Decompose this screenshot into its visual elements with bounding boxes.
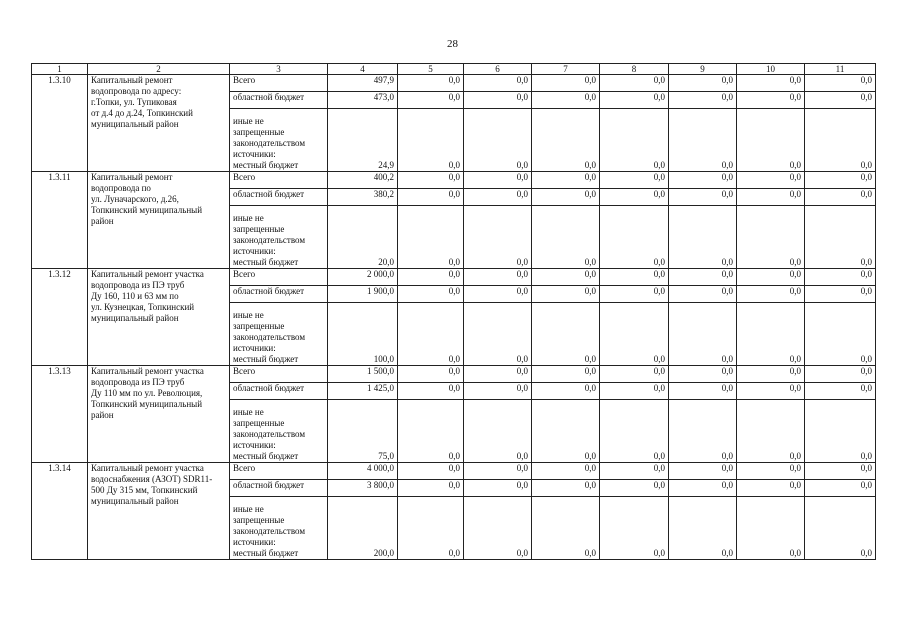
value-cell: 0,0: [600, 400, 669, 463]
table-row-line-total: [32, 366, 876, 383]
value-cell: 0,0: [600, 463, 669, 480]
column-header-row: [32, 64, 876, 75]
funding-source: иные не запрещенные законодательством источники: местный бюджет: [230, 400, 328, 463]
value-cell: 0,0: [398, 206, 464, 269]
value-cell: 0,0: [805, 497, 876, 560]
value-cell: 0,0: [600, 383, 669, 400]
value-cell: 0,0: [805, 189, 876, 206]
value-cell: 0,0: [532, 75, 600, 92]
value-cell: 0,0: [398, 463, 464, 480]
value-cell: 0,0: [398, 269, 464, 286]
value-cell: 0,0: [669, 497, 737, 560]
row-code: 1.3.13: [32, 366, 88, 463]
column-header: 11: [805, 64, 876, 75]
row-code: 1.3.11: [32, 172, 88, 269]
row-description: Капитальный ремонт участка водоснабжения (АЗОТ) SDR11- 500 Ду 315 мм, Топкинский муниципальный район: [88, 463, 230, 560]
value-cell: 0,0: [669, 206, 737, 269]
value-cell: 0,0: [464, 92, 532, 109]
value-cell: 0,0: [669, 109, 737, 172]
value-cell: 497,9: [328, 75, 398, 92]
value-cell: 0,0: [737, 206, 805, 269]
value-cell: 0,0: [464, 206, 532, 269]
funding-source: Всего: [230, 269, 328, 286]
value-cell: 0,0: [669, 286, 737, 303]
value-cell: 0,0: [600, 172, 669, 189]
table-row-line-total: [32, 75, 876, 92]
value-cell: 0,0: [805, 366, 876, 383]
value-cell: 0,0: [669, 303, 737, 366]
value-cell: 0,0: [464, 480, 532, 497]
value-cell: 75,0: [328, 400, 398, 463]
table-body: [32, 64, 876, 560]
value-cell: 0,0: [600, 497, 669, 560]
column-header: 9: [669, 64, 737, 75]
value-cell: 0,0: [669, 383, 737, 400]
value-cell: 0,0: [532, 366, 600, 383]
funding-source: Всего: [230, 172, 328, 189]
value-cell: 0,0: [805, 75, 876, 92]
value-cell: 0,0: [398, 400, 464, 463]
value-cell: 0,0: [600, 303, 669, 366]
column-header: 1: [32, 64, 88, 75]
value-cell: 24,9: [328, 109, 398, 172]
value-cell: 0,0: [737, 497, 805, 560]
table-row-line-total: [32, 269, 876, 286]
value-cell: 0,0: [464, 286, 532, 303]
value-cell: 380,2: [328, 189, 398, 206]
value-cell: 0,0: [805, 109, 876, 172]
value-cell: 2 000,0: [328, 269, 398, 286]
column-header: 8: [600, 64, 669, 75]
value-cell: 0,0: [600, 366, 669, 383]
value-cell: 0,0: [398, 75, 464, 92]
funding-source: областной бюджет: [230, 480, 328, 497]
value-cell: 0,0: [669, 400, 737, 463]
row-description: Капитальный ремонт участка водопровода из ПЭ труб Ду 160, 110 и 63 мм по ул. Кузнецкая, Топкинский муниципальный район: [88, 269, 230, 366]
value-cell: 0,0: [464, 366, 532, 383]
value-cell: 0,0: [737, 383, 805, 400]
value-cell: 1 500,0: [328, 366, 398, 383]
value-cell: 0,0: [669, 189, 737, 206]
column-header: 3: [230, 64, 328, 75]
value-cell: 0,0: [532, 497, 600, 560]
funding-source: иные не запрещенные законодательством источники: местный бюджет: [230, 303, 328, 366]
value-cell: 0,0: [669, 172, 737, 189]
funding-source: областной бюджет: [230, 92, 328, 109]
funding-source: Всего: [230, 366, 328, 383]
funding-source: иные не запрещенные законодательством источники: местный бюджет: [230, 497, 328, 560]
value-cell: 0,0: [600, 286, 669, 303]
value-cell: 0,0: [398, 189, 464, 206]
value-cell: 100,0: [328, 303, 398, 366]
value-cell: 0,0: [532, 303, 600, 366]
row-description: Капитальный ремонт водопровода по ул. Луначарского, д.26, Топкинский муниципальный район: [88, 172, 230, 269]
value-cell: 0,0: [805, 383, 876, 400]
column-header: 10: [737, 64, 805, 75]
column-header: 4: [328, 64, 398, 75]
value-cell: 0,0: [532, 383, 600, 400]
value-cell: 0,0: [805, 172, 876, 189]
value-cell: 0,0: [805, 286, 876, 303]
value-cell: 0,0: [669, 92, 737, 109]
row-description: Капитальный ремонт водопровода по адресу: г.Топки, ул. Тупиковая от д.4 до д.24, Топкинский муниципальный район: [88, 75, 230, 172]
value-cell: 1 900,0: [328, 286, 398, 303]
table-row-line-total: [32, 463, 876, 480]
value-cell: 0,0: [737, 269, 805, 286]
row-code: 1.3.10: [32, 75, 88, 172]
value-cell: 0,0: [464, 383, 532, 400]
value-cell: 0,0: [398, 497, 464, 560]
value-cell: 0,0: [737, 189, 805, 206]
value-cell: 0,0: [600, 206, 669, 269]
value-cell: 0,0: [464, 269, 532, 286]
table-row-line-total: [32, 172, 876, 189]
value-cell: 0,0: [532, 92, 600, 109]
value-cell: 0,0: [737, 92, 805, 109]
value-cell: 0,0: [737, 366, 805, 383]
value-cell: 0,0: [669, 480, 737, 497]
value-cell: 0,0: [532, 286, 600, 303]
value-cell: 0,0: [464, 463, 532, 480]
value-cell: 0,0: [737, 75, 805, 92]
value-cell: 0,0: [398, 92, 464, 109]
value-cell: 0,0: [669, 366, 737, 383]
value-cell: 200,0: [328, 497, 398, 560]
value-cell: 0,0: [737, 303, 805, 366]
value-cell: 0,0: [532, 172, 600, 189]
value-cell: 0,0: [669, 75, 737, 92]
page-number: 28: [447, 38, 458, 50]
value-cell: 0,0: [464, 189, 532, 206]
value-cell: 0,0: [398, 286, 464, 303]
value-cell: 0,0: [805, 400, 876, 463]
funding-source: иные не запрещенные законодательством источники: местный бюджет: [230, 109, 328, 172]
value-cell: 0,0: [398, 109, 464, 172]
value-cell: 0,0: [398, 366, 464, 383]
funding-source: областной бюджет: [230, 189, 328, 206]
value-cell: 0,0: [532, 206, 600, 269]
value-cell: 0,0: [532, 189, 600, 206]
value-cell: 0,0: [532, 480, 600, 497]
value-cell: 0,0: [805, 463, 876, 480]
funding-source: иные не запрещенные законодательством источники: местный бюджет: [230, 206, 328, 269]
funding-source: областной бюджет: [230, 383, 328, 400]
value-cell: 0,0: [600, 269, 669, 286]
value-cell: 0,0: [805, 303, 876, 366]
value-cell: 20,0: [328, 206, 398, 269]
value-cell: 0,0: [737, 480, 805, 497]
value-cell: 0,0: [464, 75, 532, 92]
value-cell: 0,0: [532, 400, 600, 463]
value-cell: 0,0: [805, 206, 876, 269]
value-cell: 0,0: [464, 109, 532, 172]
column-header: 5: [398, 64, 464, 75]
value-cell: 3 800,0: [328, 480, 398, 497]
value-cell: 0,0: [600, 92, 669, 109]
budget-table: [31, 63, 876, 560]
value-cell: 4 000,0: [328, 463, 398, 480]
value-cell: 0,0: [398, 383, 464, 400]
value-cell: 0,0: [600, 189, 669, 206]
value-cell: 0,0: [464, 497, 532, 560]
column-header: 6: [464, 64, 532, 75]
column-header: 2: [88, 64, 230, 75]
funding-source: Всего: [230, 463, 328, 480]
value-cell: 0,0: [669, 269, 737, 286]
value-cell: 0,0: [464, 400, 532, 463]
value-cell: 0,0: [464, 303, 532, 366]
value-cell: 0,0: [532, 463, 600, 480]
value-cell: 0,0: [532, 109, 600, 172]
value-cell: 0,0: [532, 269, 600, 286]
value-cell: 0,0: [805, 269, 876, 286]
value-cell: 0,0: [600, 480, 669, 497]
row-code: 1.3.14: [32, 463, 88, 560]
value-cell: 0,0: [737, 172, 805, 189]
value-cell: 0,0: [398, 303, 464, 366]
value-cell: 0,0: [805, 92, 876, 109]
funding-source: областной бюджет: [230, 286, 328, 303]
value-cell: 0,0: [737, 463, 805, 480]
value-cell: 400,2: [328, 172, 398, 189]
funding-source: Всего: [230, 75, 328, 92]
value-cell: 0,0: [737, 109, 805, 172]
value-cell: 0,0: [464, 172, 532, 189]
column-header: 7: [532, 64, 600, 75]
value-cell: 0,0: [600, 109, 669, 172]
value-cell: 0,0: [398, 480, 464, 497]
value-cell: 0,0: [737, 400, 805, 463]
value-cell: 0,0: [398, 172, 464, 189]
value-cell: 0,0: [669, 463, 737, 480]
row-code: 1.3.12: [32, 269, 88, 366]
value-cell: 0,0: [737, 286, 805, 303]
value-cell: 0,0: [600, 75, 669, 92]
value-cell: 0,0: [805, 480, 876, 497]
row-description: Капитальный ремонт участка водопровода из ПЭ труб Ду 110 мм по ул. Революция, Топкинский муниципальный район: [88, 366, 230, 463]
value-cell: 1 425,0: [328, 383, 398, 400]
value-cell: 473,0: [328, 92, 398, 109]
